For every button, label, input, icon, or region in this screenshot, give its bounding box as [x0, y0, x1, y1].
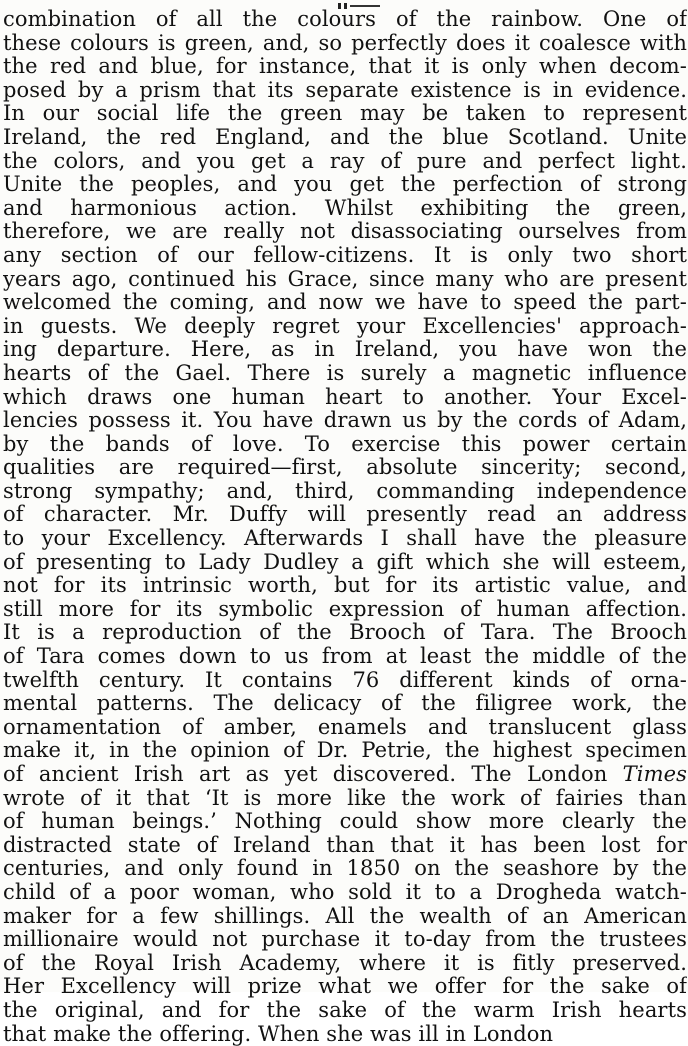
ornament-rule [350, 5, 380, 7]
text-line: these colours is green, and, so perfectly does it coalesce with [3, 31, 687, 55]
text-line: millionaire would not purchase it to-day from the trustees [3, 928, 687, 952]
text-line: lencies possess it. You have drawn us by the cords of Adam, [3, 409, 687, 433]
text-line: child of a poor woman, who sold it to a Drogheda watch- [3, 880, 687, 904]
text-line: by the bands of love. To exercise this power certain [3, 432, 687, 456]
text-line: ing departure. Here, as in Ireland, you have won the [3, 338, 687, 362]
text-line: still more for its symbolic expression of human affection. [3, 597, 687, 621]
text-line: in guests. We deeply regret your Excellencies' approach- [3, 314, 687, 338]
text-line: make it, in the opinion of Dr. Petrie, the highest specimen [3, 739, 687, 763]
text-line: and harmonious action. Whilst exhibiting the green, [3, 196, 687, 220]
text-line: distracted state of Ireland than that it has been lost for [3, 833, 687, 857]
text-line: twelfth century. It contains 76 different kinds of orna- [3, 668, 687, 692]
text-line: wrote of it that ‘It is more like the work of fairies than [3, 786, 687, 810]
text-line: that make the offering. When she was ill in London [3, 1022, 554, 1046]
text-line: hearts of the Gael. There is surely a magnetic influence [3, 361, 687, 385]
text-line: strong sympathy; and, third, commanding independence [3, 479, 687, 503]
text-line: years ago, continued his Grace, since many who are present [3, 267, 687, 291]
text-line: to your Excellency. Afterwards I shall have the pleasure [3, 527, 687, 551]
text-line: Ireland, the red England, and the blue Scotland. Unite [3, 125, 687, 149]
text-line: ornamentation of amber, enamels and translucent glass [3, 715, 687, 739]
text-line: of human beings.’ Nothing could show more clearly the [3, 810, 687, 834]
text-line: posed by a prism that its separate existence is in evidence. [3, 78, 687, 102]
text-line: the colors, and you get a ray of pure and perfect light. [3, 149, 687, 173]
text-line: combination of all the colours of the rainbow. One of [3, 8, 687, 31]
text-line: not for its intrinsic worth, but for its artistic value, and [3, 574, 687, 598]
text-line: Her Excellency will prize what we offer for the sake of [3, 975, 687, 999]
text-line: the red and blue, for instance, that it is only when decom- [3, 55, 687, 79]
text-line: Unite the peoples, and you get the perfection of strong [3, 173, 687, 197]
text-line: of ancient Irish art as yet discovered. The London Times [3, 763, 687, 786]
text-line: It is a reproduction of the Brooch of Tara. The Brooch [3, 621, 687, 645]
text-line: which draws one human heart to another. Your Excel- [3, 385, 687, 409]
article-body [3, 8, 687, 1046]
text-line: any section of our fellow-citizens. It is only two short [3, 243, 687, 267]
text-line: mental patterns. The delicacy of the filigree work, the [3, 692, 687, 716]
text-line: of Tara comes down to us from at least the middle of the [3, 645, 687, 669]
newspaper-title: Times [622, 763, 687, 786]
text-line: therefore, we are really not disassociating ourselves from [3, 220, 687, 244]
text-line: In our social life the green may be taken to represent [3, 102, 687, 126]
text-line: welcomed the coming, and now we have to speed the part- [3, 291, 687, 315]
text-line: of the Royal Irish Academy, where it is fitly preserved. [3, 951, 687, 975]
text-line: of character. Mr. Duffy will presently read an address [3, 503, 687, 527]
text-line: maker for a few shillings. All the wealth of an American [3, 904, 687, 928]
text-line: of presenting to Lady Dudley a gift which she will esteem, [3, 550, 687, 574]
text-line: the original, and for the sake of the warm Irish hearts [3, 998, 687, 1022]
text-line: qualities are required—first, absolute sincerity; second, [3, 456, 687, 480]
text-line: centuries, and only found in 1850 on the seashore by the [3, 857, 687, 881]
